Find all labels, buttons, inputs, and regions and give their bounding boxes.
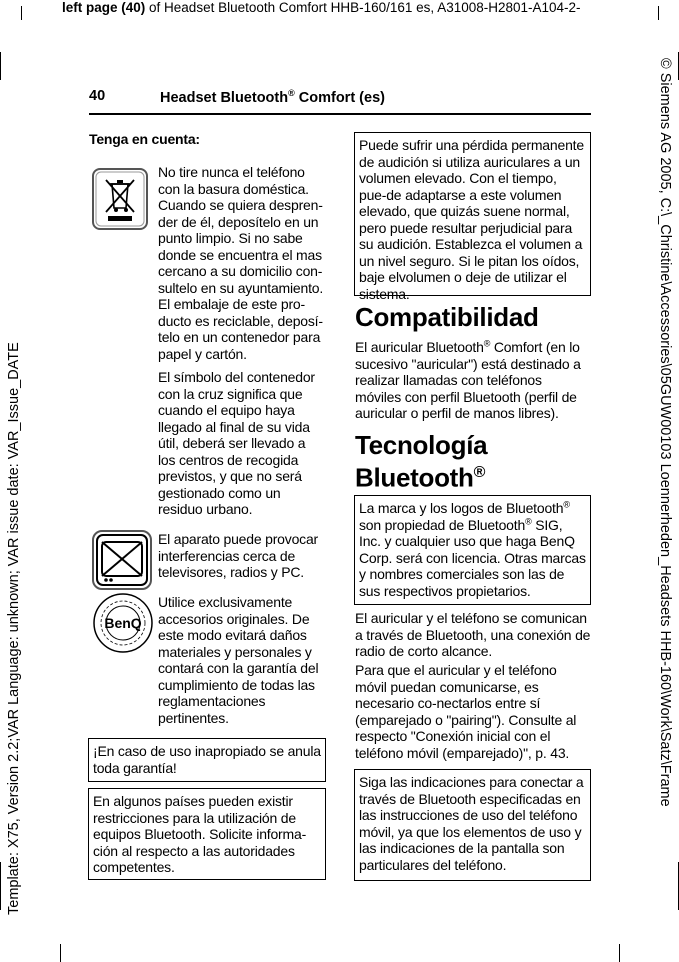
benq-logo-text: BenQ bbox=[104, 615, 142, 631]
crossed-bin-icon bbox=[92, 168, 148, 230]
warranty-warning-box: ¡En caso de uso inapropiado se anula toda garantía! bbox=[88, 738, 326, 782]
header-title-rest: Comfort (es) bbox=[294, 89, 385, 106]
trademark-text-a: La marca y los logos de Bluetooth bbox=[359, 500, 564, 516]
registered-mark: ® bbox=[563, 499, 570, 510]
benq-logo bbox=[92, 592, 154, 654]
crop-mark bbox=[0, 862, 1, 910]
crop-mark bbox=[0, 52, 1, 80]
header-title-text: Headset Bluetooth bbox=[160, 89, 289, 106]
print-info-line bbox=[62, 0, 662, 15]
accessories-paragraph: Utilice exclusivamente accesorios originales. De este modo evitará daños materiales y personales y contará con la garantía del cumplimiento de todas las reglamentaciones pertinentes. bbox=[158, 594, 319, 726]
running-header bbox=[160, 88, 385, 106]
compat-text-a: El auricular Bluetooth bbox=[355, 339, 484, 355]
disposal-paragraph: No tire nunca el teléfono con la basura doméstica. Cuando se quiera despren-der de él, deposítelo en un punto limpio. Si no sabe donde se encuentra el mas cercano a su domicilio con-sultelo en su ayuntamiento. El embalaje de este pro-ducto es reciclable, deposí-telo en un contenedor para papel y cartón. bbox=[158, 164, 324, 362]
compat-text-b: Comfort (en lo sucesivo "auricular") está destinado a realizar llamadas con teléfonos móviles con perfil Bluetooth (perfil de auricular o perfil de manos libres). bbox=[355, 339, 581, 421]
compatibility-paragraph bbox=[355, 339, 591, 422]
crop-mark bbox=[60, 944, 61, 962]
tech-heading-line1: Tecnología bbox=[355, 430, 488, 460]
tech-heading-line2: Bluetooth bbox=[355, 462, 474, 493]
bluetooth-technology-heading bbox=[355, 432, 487, 492]
template-info-vertical: Template: X75, Version 2.2;VAR Language: unknown; VAR issue date: VAR_Issue_DATE bbox=[6, 342, 22, 915]
tv-interference-icon bbox=[92, 530, 152, 590]
header-rule bbox=[89, 113, 591, 115]
print-info-text: of Headset Bluetooth Comfort HHB-160/161 es, A31008-H2801-A104-2- bbox=[145, 0, 581, 15]
communication-paragraph: El auricular y el teléfono se comunican a través de Bluetooth, una conexión de radio de corto alcance. bbox=[355, 610, 591, 659]
compatibility-heading: Compatibilidad bbox=[355, 302, 539, 332]
note-heading: Tenga en cuenta: bbox=[89, 131, 200, 147]
crop-mark bbox=[21, 6, 22, 20]
trademark-text-c: SIG, Inc. y cualquier uso que haga BenQ Corp. será con licencia. Otras marcas y nombres comerciales son las de sus respectivos propietarios. bbox=[359, 516, 586, 599]
hearing-warning-box: Puede sufrir una pérdida permanente de audición si utiliza auriculares a un volumen elevado. Con el tiempo, pue-de adaptarse a este volumen elevado, que quizás suene normal, pero puede resultar perjudicial para su audición. Establezca el volumen a un nivel seguro. Si le pitan los oídos, baje elvolumen o deje de utilizar el sistema. bbox=[354, 132, 591, 296]
interference-paragraph: El aparato puede provocar interferencias cerca de televisores, radios y PC. bbox=[158, 531, 318, 580]
bin-symbol-paragraph: El símbolo del contenedor con la cruz significa que cuando el equipo haya llegado al final de su vida útil, deberá ser llevado a los centros de recogida previstos, y que no será gestionado como un residuo urbano. bbox=[158, 369, 315, 517]
bluetooth-restrictions-box: En algunos países pueden existir restricciones para la utilización de equipos Bluetooth. Solicite informa-ción al respecto a las autoridades competentes. bbox=[88, 788, 326, 880]
registered-mark: ® bbox=[473, 464, 486, 481]
trademark-box bbox=[354, 495, 591, 605]
trademark-text-b: son propiedad de Bluetooth bbox=[359, 516, 526, 533]
pairing-paragraph: Para que el auricular y el teléfono móvil puedan comunicarse, es necesario co-nectarlos entre sí (emparejado o "pairing"). Consulte al respecto "Conexión inicial con el teléfono móvil (emparejado)", p. 43. bbox=[355, 662, 577, 761]
registered-mark: ® bbox=[483, 338, 491, 349]
print-info-bold: left page (40) bbox=[62, 0, 146, 15]
registered-mark: ® bbox=[525, 515, 532, 526]
phone-instructions-box: Siga las indicaciones para conectar a través de Bluetooth especificadas en las instrucciones de uso del teléfono móvil, ya que los elementos de uso y las indicaciones de la pantalla son particulares del teléfono. bbox=[354, 769, 591, 881]
copyright-path-vertical: © Siemens AG 2005, C:\_Christine\Accessories\05GUW00103 Loennerheden_Headsets HHB-160\Work\Satz\Frame bbox=[657, 58, 673, 807]
crop-mark bbox=[619, 944, 620, 962]
registered-mark: ® bbox=[288, 88, 295, 98]
page-number: 40 bbox=[89, 88, 106, 104]
